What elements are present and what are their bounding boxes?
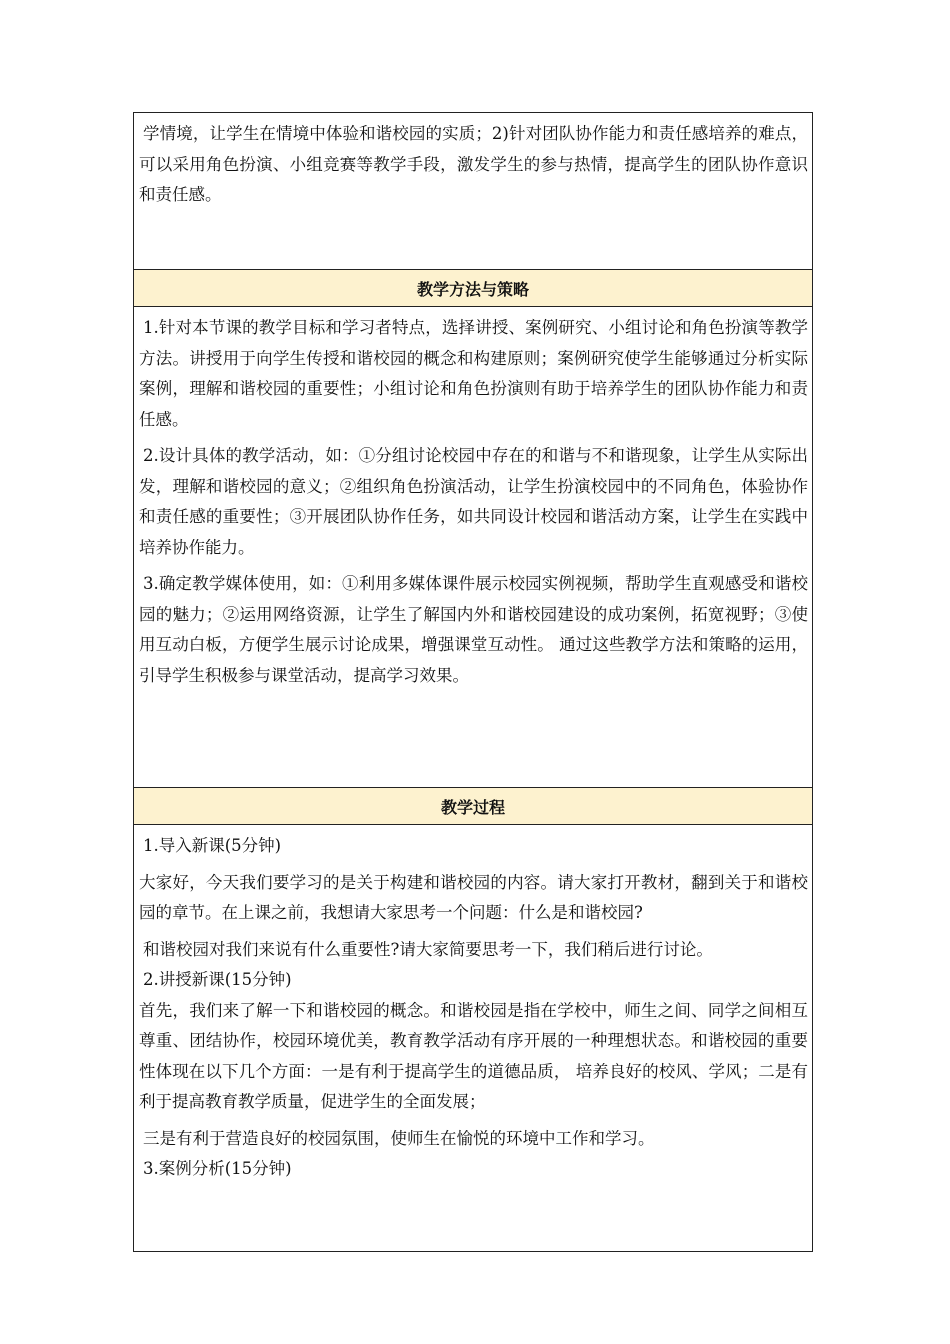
step2-paragraph-1: 首先，我们来了解一下和谐校园的概念。和谐校园是指在学校中，师生之间、同学之间相互尊重、团结协作，校园环境优美，教育教学活动有序开展的一种理想状态。和谐校园的重要性体现在以下几个方面：一是有利于提高学生的道德品质， 培养良好的校风、学风；二是有利于提高教育教学质量，促进学生的全面发展；: [139, 1000, 808, 1111]
intro-section: [134, 113, 812, 269]
process-heading: 教学过程: [440, 797, 505, 817]
methods-item-3: 3.确定教学媒体使用，如：①利用多媒体课件展示校园实例视频，帮助学生直观感受和谐校园的魅力；②运用网络资源，让学生了解国内外和谐校园建设的成功案例，拓宽视野；③使用互动白板，方便学生展示讨论成果，增强课堂互动性。 通过这些教学方法和策略的运用，引导学生积极参与课堂活动，提高学习效果。: [139, 574, 808, 685]
methods-heading: 教学方法与策略: [416, 279, 529, 299]
methods-item-1: 1.针对本节课的教学目标和学习者特点，选择讲授、案例研究、小组讨论和角色扮演等教学方法。讲授用于向学生传授和谐校园的概念和构建原则；案例研究使学生能够通过分析实际案例，理解和谐校园的重要性；小组讨论和角色扮演则有助于培养学生的团队协作能力和责任感。: [139, 318, 808, 429]
step2-title: 2.讲授新课(15分钟): [143, 970, 292, 989]
process-section: [134, 824, 812, 1251]
step1-title: 1.导入新课(5分钟): [143, 836, 282, 855]
step1-paragraph-1: 大家好，今天我们要学习的是关于构建和谐校园的内容。请大家打开教材，翻到关于和谐校园的章节。在上课之前，我想请大家思考一个问题：什么是和谐校园?: [139, 872, 808, 922]
methods-content: [134, 307, 812, 695]
methods-heading-row: [134, 269, 812, 306]
step2-paragraph-2: 三是有利于营造良好的校园氛围，使师生在愉悦的环境中工作和学习。: [143, 1128, 655, 1148]
process-content: [134, 825, 812, 1189]
methods-item-2: 2.设计具体的教学活动，如：①分组讨论校园中存在的和谐与不和谐现象，让学生从实际出发，理解和谐校园的意义；②组织角色扮演活动，让学生扮演校园中的不同角色，体验协作和责任感的重要性；③开展团队协作任务，如共同设计校园和谐活动方案，让学生在实践中培养协作能力。: [139, 446, 808, 557]
intro-paragraph: 学情境，让学生在情境中体验和谐校园的实质；2)针对团队协作能力和责任感培养的难点，可以采用角色扮演、小组竞赛等教学手段，激发学生的参与热情，提高学生的团队协作意识和责任感。: [139, 124, 808, 204]
step3-title: 3.案例分析(15分钟): [143, 1159, 292, 1178]
step1-paragraph-2: 和谐校园对我们来说有什么重要性?请大家简要思考一下，我们稍后进行讨论。: [143, 939, 713, 959]
lesson-plan-table: [133, 112, 813, 1252]
methods-section: [134, 306, 812, 787]
intro-content: [134, 113, 812, 215]
process-heading-row: [134, 787, 812, 824]
